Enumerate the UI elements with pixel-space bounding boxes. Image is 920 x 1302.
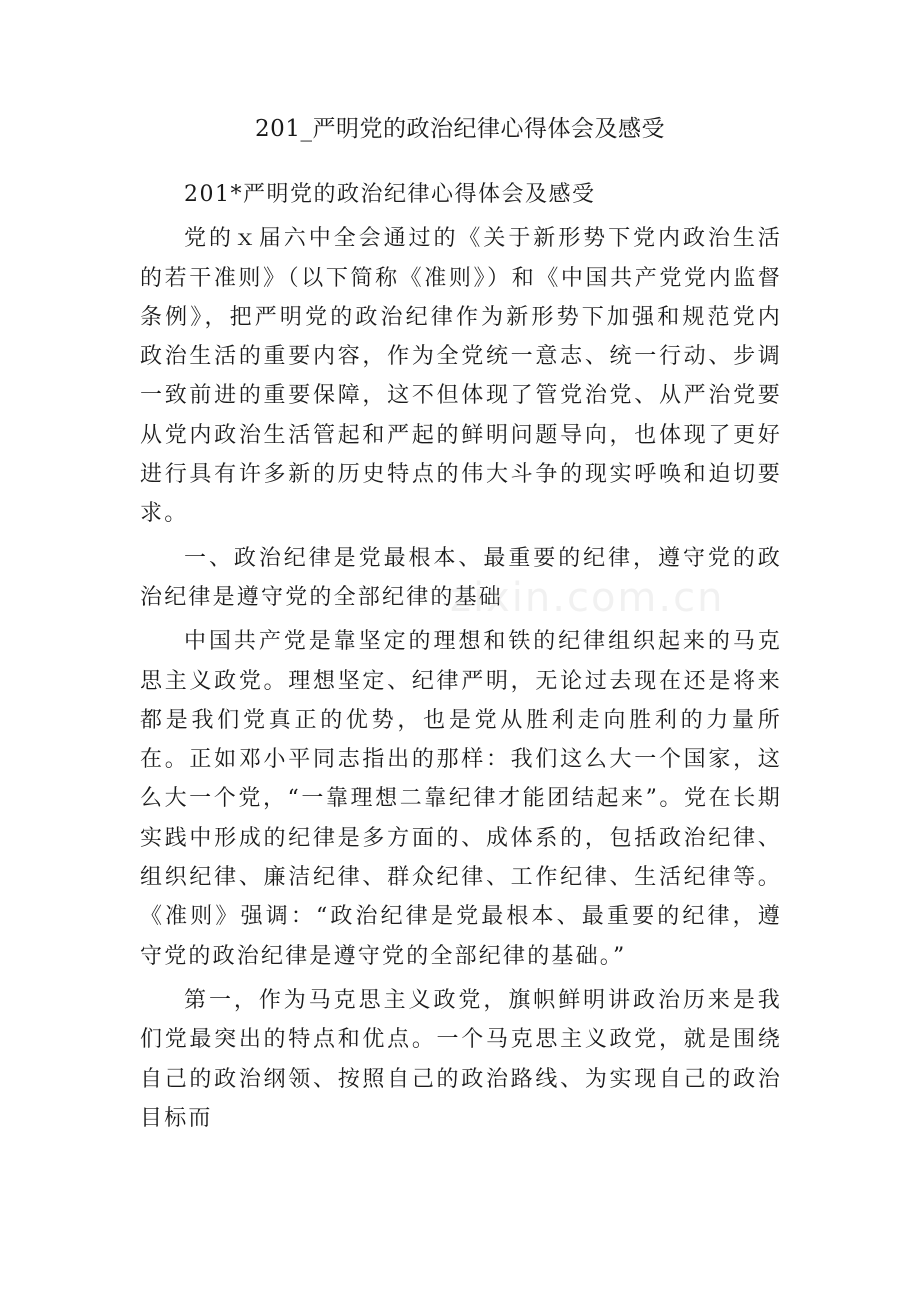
section-heading: 一、政治纪律是党最根本、最重要的纪律，遵守党的政治纪律是遵守党的全部纪律的基础 [140, 545, 782, 610]
document-subtitle: 201*严明党的政治纪律心得体会及感受 [184, 182, 596, 207]
watermark: zixin.com.cn [450, 575, 725, 621]
paragraph: 党的ｘ届六中全会通过的《关于新形势下党内政治生活的若干准则》（以下简称《准则》）和《中国共产党党内监督条例》，把严明党的政治纪律作为新形势下加强和规范党内政治生活的重要内容，作为全党统一意志、统一行动、步调一致前进的重要保障，这不但体现了管党治党、从严治党要从党内政治生活管起和严起的鲜明问题导向，也体现了更好进行具有许多新的历史特点的伟大斗争的现实呼唤和迫切要求。 [140, 226, 782, 527]
document-title: 201_严明党的政治纪律心得体会及感受 [255, 116, 665, 142]
paragraph: 中国共产党是靠坚定的理想和铁的纪律组织起来的马克思主义政党。理想坚定、纪律严明，无论过去现在还是将来都是我们党真正的优势，也是党从胜利走向胜利的力量所在。正如邓小平同志指出的那样：我们这么大一个国家，这么大一个党，“一靠理想二靠纪律才能团结起来”。党在长期实践中形成的纪律是多方面的、成体系的，包括政治纪律、组织纪律、廉洁纪律、群众纪律、工作纪律、生活纪律等。《准则》强调：“政治纪律是党最根本、最重要的纪律，遵守党的政治纪律是遵守党的全部纪律的基础。” [140, 629, 782, 969]
paragraph: 第一，作为马克思主义政党，旗帜鲜明讲政治历来是我们党最突出的特点和优点。一个马克思主义政党，就是围绕自己的政治纲领、按照自己的政治路线、为实现自己的政治目标而 [140, 987, 782, 1131]
document-body [140, 175, 782, 1143]
